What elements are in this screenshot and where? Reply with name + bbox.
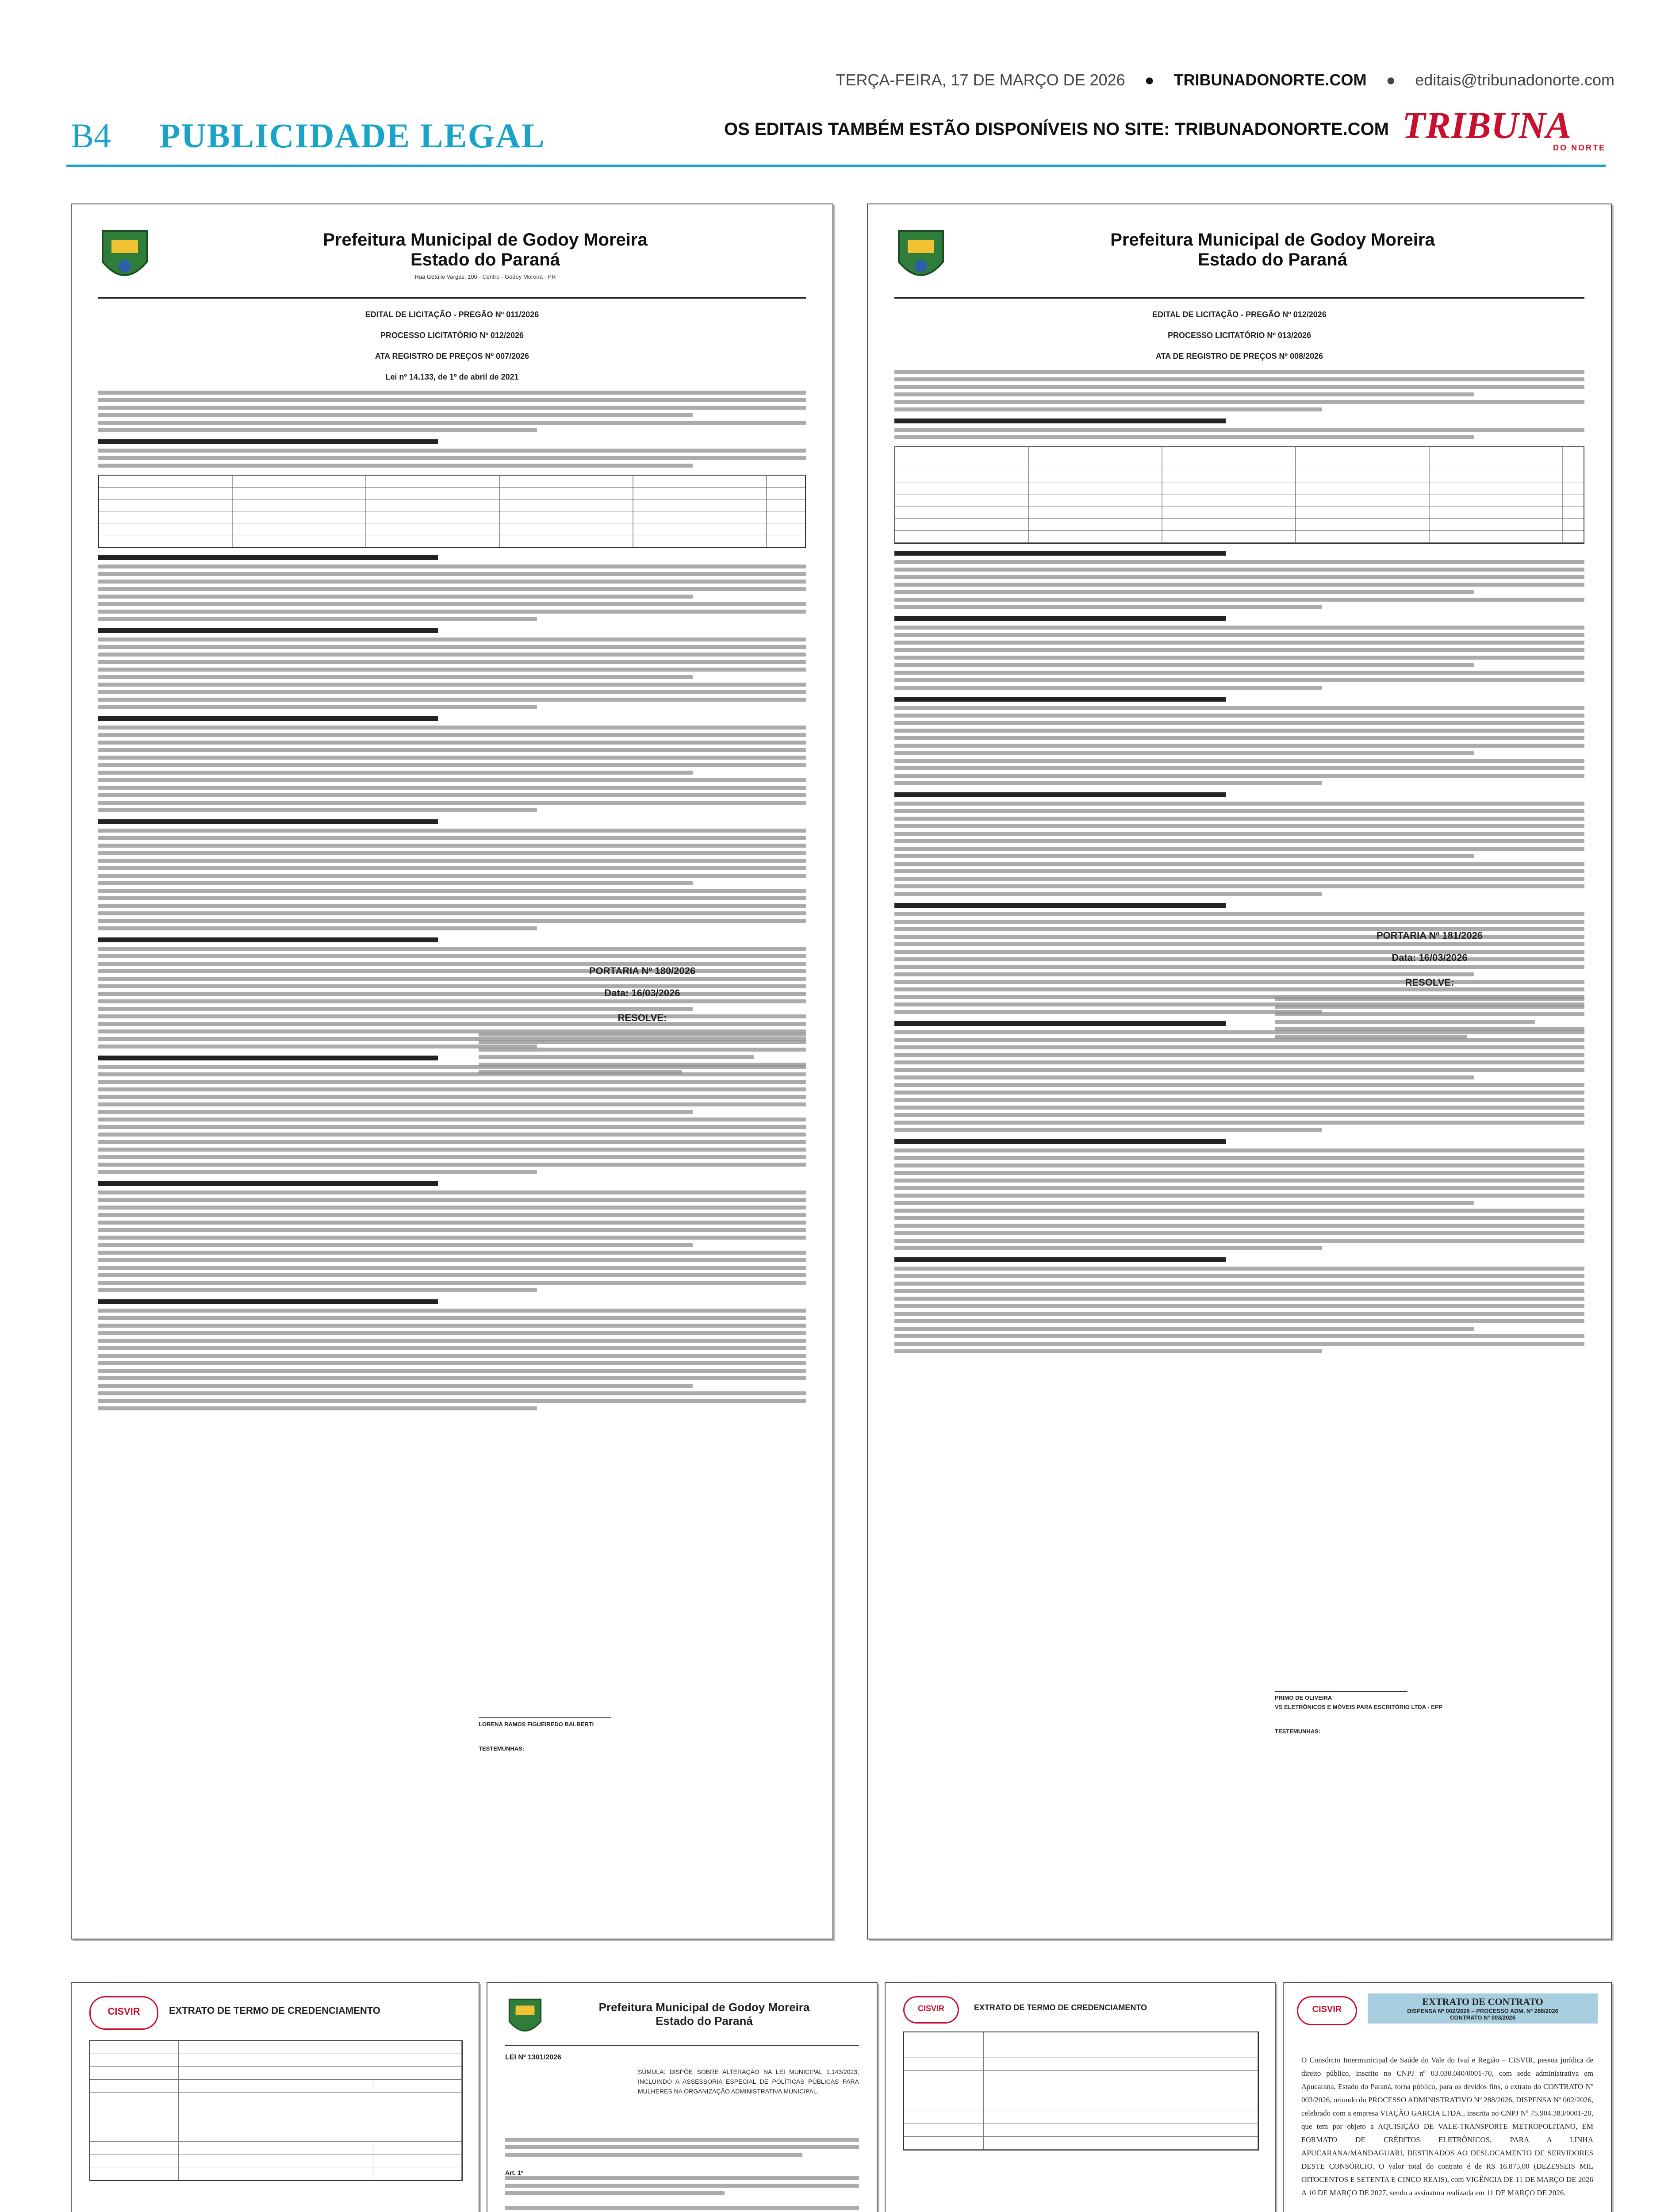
- masthead-email[interactable]: ● editais@tribunadonorte.com: [1386, 71, 1614, 89]
- masthead-date: TERÇA-FEIRA, 17 DE MARÇO DE 2026: [836, 71, 1125, 89]
- page-number: B4: [71, 116, 111, 155]
- credenciamento-grid: [89, 2040, 463, 2181]
- portaria-block: [1275, 930, 1584, 1042]
- lei-body: [505, 2138, 859, 2212]
- lei-godoy: [487, 1982, 878, 2212]
- cisvir-credenciamento-2: [885, 1982, 1276, 2212]
- lei-sumula: SÚMULA: DISPÕE SOBRE ALTERAÇÃO NA LEI MUNICIPAL 1.143/2023, INCLUINDO A ASSESSORIA ESPECIAL DE POLÍTICAS PÚBLICAS PARA MULHERES NA ORGANIZAÇÃO ADMINISTRATIVA MUNICIPAL.: [638, 2068, 859, 2095]
- doc-header: [505, 1996, 859, 2046]
- signature-block: [1275, 1673, 1442, 1735]
- tribuna-logo: [1402, 104, 1606, 152]
- doc-title: EXTRATO DE TERMO DE CREDENCIAMENTO: [974, 2003, 1147, 2012]
- section-title: PUBLICIDADE LEGAL: [159, 116, 545, 155]
- portaria-number: PORTARIA Nº 181/2026: [1376, 930, 1483, 941]
- cisvir-logo-icon: CISVIR: [903, 1996, 959, 2024]
- cisvir-credenciamento-1: [71, 1982, 479, 2212]
- edital-line: EDITAL DE LICITAÇÃO - PREGÃO Nº 011/2026: [365, 310, 539, 319]
- masthead-site[interactable]: ● TRIBUNADONORTE.COM: [1144, 71, 1367, 89]
- items-table: [98, 475, 806, 548]
- processo-line: PROCESSO LICITATÓRIO Nº 012/2026: [380, 331, 524, 340]
- lei-art1: Art. 1º: [505, 2169, 523, 2176]
- contract-title: EXTRATO DE CONTRATO: [1422, 1996, 1543, 2007]
- signature-block: [479, 1700, 611, 1752]
- portaria-date: Data: 16/03/2026: [604, 987, 680, 998]
- processo-line: PROCESSO LICITATÓRIO Nº 013/2026: [1168, 331, 1311, 340]
- credenciamento-grid: [903, 2032, 1259, 2151]
- doc-title: Prefeitura Municipal de Godoy Moreira: [323, 230, 648, 250]
- logo-word: TRIBUNA: [1402, 104, 1572, 146]
- doc-subtitle: Estado do Paraná: [656, 2014, 753, 2028]
- portaria-resolve: RESOLVE:: [617, 1012, 667, 1023]
- ata-line: ATA DE REGISTRO DE PREÇOS Nº 008/2026: [1155, 352, 1323, 361]
- portaria-date: Data: 16/03/2026: [1392, 952, 1468, 963]
- doc-address: Rua Getúlio Vargas, 100 - Centro - Godoy Moreira - PR: [414, 273, 556, 280]
- contract-heading: [1368, 1993, 1598, 2024]
- doc-header: [894, 222, 1584, 299]
- portaria-block: [479, 965, 806, 1078]
- doc-title: Prefeitura Municipal de Godoy Moreira: [598, 2001, 810, 2014]
- portaria-number: PORTARIA Nº 180/2026: [589, 965, 696, 976]
- testemunhas-label: TESTEMUNHAS:: [479, 1745, 525, 1752]
- contract-body: O Consórcio Intermunicipal de Saúde do Vale do Ivaí e Região – CISVIR, pessoa jurídica de direito público, inscrito no CNPJ nº 03.030.040/0001-70, com sede administrativa em Apucarana, Estado do Paraná, torna público, para os devidos fins, o extrato do CONTRATO Nº 003/2026, oriundo do PROCESSO ADMINISTRATIVO Nº 288/2026, DISPENSA Nº 002/2026, celebrado com a empresa VIAÇÃO GARCIA LTDA., inscrita no CNPJ Nº 75.904.383/0001-20, que tem por objeto a AQUISIÇÃO DE VALE-TRANSPORTE METROPOLITANO, EM FORMATO DE CRÉDITOS ELETRÔNICOS, PARA A LINHA APUCARANA/MANDAGUARI, DESTINADOS AO DESLOCAMENTO DE SERVIDORES DESTE CONSÓRCIO. O valor total do contrato é de R$ 16.875,00 (DEZESSEIS MIL OITOCENTOS E SETENTA E CINCO REAIS), com VIGÊNCIA DE 11 DE MARÇO DE 2026 A 10 DE MARÇO DE 2027, sendo a assinatura realizada em 11 DE MARÇO DE 2026.: [1301, 2056, 1593, 2197]
- doc-header: [98, 222, 806, 299]
- testemunhas-label: TESTEMUNHAS:: [1275, 1728, 1321, 1735]
- doc-title: EXTRATO DE TERMO DE CREDENCIAMENTO: [169, 2005, 380, 2016]
- signer-name: PRIMO DE OLIVEIRA: [1275, 1694, 1332, 1701]
- contract-subtitle: DISPENSA Nº 002/2026 – PROCESSO ADM. Nº 288/2026: [1407, 2008, 1558, 2014]
- crest-icon: [98, 227, 151, 288]
- doc-subtitle: Estado do Paraná: [1198, 250, 1347, 269]
- company-name: VS ELETRÔNICOS E MÓVEIS PARA ESCRITÓRIO LTDA - EPP: [1275, 1704, 1443, 1710]
- crest-icon: [505, 1996, 545, 2040]
- masthead-rule: [66, 165, 1606, 167]
- signer-name: LORENA RAMOS FIGUEIREDO BALBERTI: [479, 1721, 594, 1728]
- cisvir-logo: CISVIR: [89, 1996, 158, 2030]
- masthead-topline: [821, 71, 1614, 89]
- body-text: [98, 391, 806, 1410]
- contract-number: CONTRATO Nº 003/2026: [1450, 2014, 1516, 2021]
- lei-number: LEI Nº 1301/2026: [505, 2054, 561, 2061]
- cisvir-extrato-contrato: [1283, 1982, 1612, 2212]
- logo-sub: DO NORTE: [1553, 143, 1606, 152]
- ata-line: ATA REGISTRO DE PREÇOS Nº 007/2026: [375, 352, 529, 361]
- edital-line: EDITAL DE LICITAÇÃO - PREGÃO Nº 012/2026: [1152, 310, 1327, 319]
- cisvir-logo: CISVIR: [1297, 1996, 1357, 2025]
- doc-title: Prefeitura Municipal de Godoy Moreira: [1110, 230, 1435, 250]
- edital-godoy-1: [71, 204, 833, 1939]
- lei-line: Lei nº 14.133, de 1º de abril de 2021: [385, 373, 519, 381]
- portaria-resolve: RESOLVE:: [1405, 977, 1454, 988]
- doc-subtitle: Estado do Paraná: [410, 250, 560, 269]
- items-table: [894, 446, 1584, 544]
- crest-icon: [894, 227, 947, 288]
- edital-godoy-2: [867, 204, 1612, 1939]
- body-text: [894, 370, 1584, 1353]
- editais-note: OS EDITAIS TAMBÉM ESTÃO DISPONÍVEIS NO SITE: TRIBUNADONORTE.COM: [724, 119, 1389, 139]
